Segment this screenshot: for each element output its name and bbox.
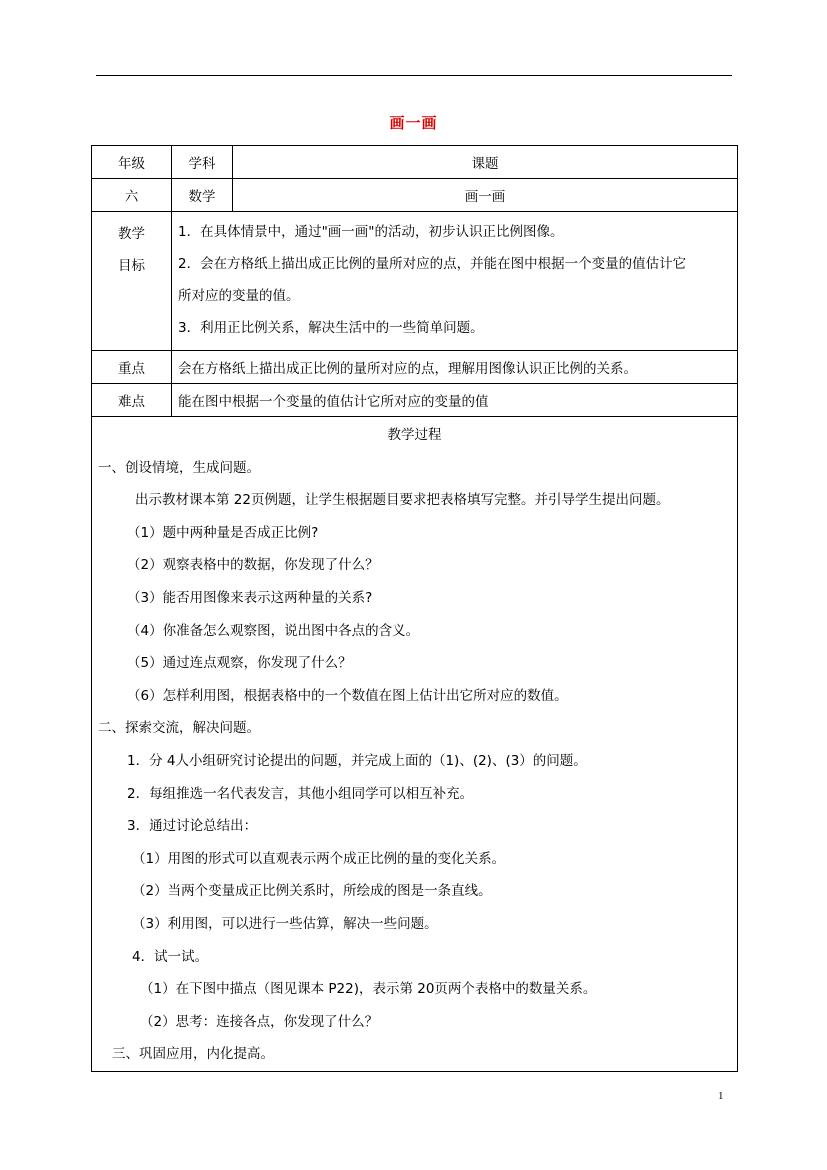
process-line: （3）能否用图像来表示这两种量的关系? [127,589,373,606]
goal-item: 所对应的变量的值。 [178,288,300,304]
section-heading: 三、巩固应用，内化提高。 [112,1046,274,1063]
topic-label: 课题 [233,146,738,179]
page-number: 1 [718,1090,724,1102]
header-row [92,146,738,179]
process-line: （6）怎样利用图，根据表格中的一个数值在图上估计出它所对应的数值。 [127,687,568,704]
process-line: 出示教材课本第 22页例题，让学生根据题目要求把表格填写完整。并引导学生提出问题。 [135,492,670,509]
process-line: （3）利用图，可以进行一些估算，解决一些问题。 [132,915,438,932]
goals-label-line2: 目标 [118,258,145,274]
subject-label: 学科 [172,146,233,179]
process-line: 1．分 4人小组研究讨论提出的问题，并完成上面的（1)、(2)、(3）的问题。 [127,752,587,769]
process-line: 3．通过讨论总结出： [127,818,258,835]
goals-label [92,212,172,351]
process-line: （4）你准备怎么观察图，说出图中各点的含义。 [127,622,420,639]
process-line: （5）通过连点观察，你发现了什么？ [127,655,352,672]
key-points-label: 重点 [92,351,172,384]
process-line: （2）当两个变量成正比例关系时，所绘成的图是一条直线。 [132,883,492,900]
process-line: （1）用图的形式可以直观表示两个成正比例的量的变化关系。 [132,850,506,867]
document-title: 画一画 [389,114,438,132]
process-line: （2）思考：连接各点，你发现了什么？ [140,1013,379,1030]
subject-value: 数学 [172,179,233,212]
header-rule [96,75,732,76]
key-points-row [92,351,738,384]
grade-label: 年级 [92,146,172,179]
goal-item: 2．会在方格纸上描出成正比例的量所对应的点，并能在图中根据一个变量的值估计它 [178,256,687,272]
info-row [92,179,738,212]
difficulties-label: 难点 [92,384,172,417]
process-line: （1）题中两种量是否成正比例? [127,524,319,541]
process-title: 教学过程 [387,427,442,443]
lesson-plan-table [91,145,738,1072]
process-line: （1）在下图中描点（图见课本 P22)，表示第 20页两个表格中的数量关系。 [140,981,597,998]
key-points-text: 会在方格纸上描出成正比例的量所对应的点，理解用图像认识正比例的关系。 [172,351,738,384]
goals-label-line1: 教学 [118,226,145,242]
difficulties-text: 能在图中根据一个变量的值估计它所对应的变量的值 [172,384,738,417]
topic-value: 画一画 [233,179,738,212]
goals-row [92,212,738,351]
process-line: 4．试一试。 [132,948,209,965]
process-line: 2．每组推选一名代表发言，其他小组同学可以相互补充。 [127,785,474,802]
section-heading: 二、探索交流，解决问题。 [98,720,260,737]
goal-item: 1．在具体情景中，通过"画一画"的活动，初步认识正比例图像。 [178,224,564,240]
process-row [92,417,738,1072]
process-line: （2）观察表格中的数据，你发现了什么？ [127,557,379,574]
section-heading: 一、创设情境，生成问题。 [98,459,260,476]
grade-value: 六 [92,179,172,212]
goal-item: 3．利用正比例关系，解决生活中的一些简单问题。 [178,320,484,336]
goals-content [172,212,738,351]
difficulties-row [92,384,738,417]
teaching-process [92,417,738,1072]
